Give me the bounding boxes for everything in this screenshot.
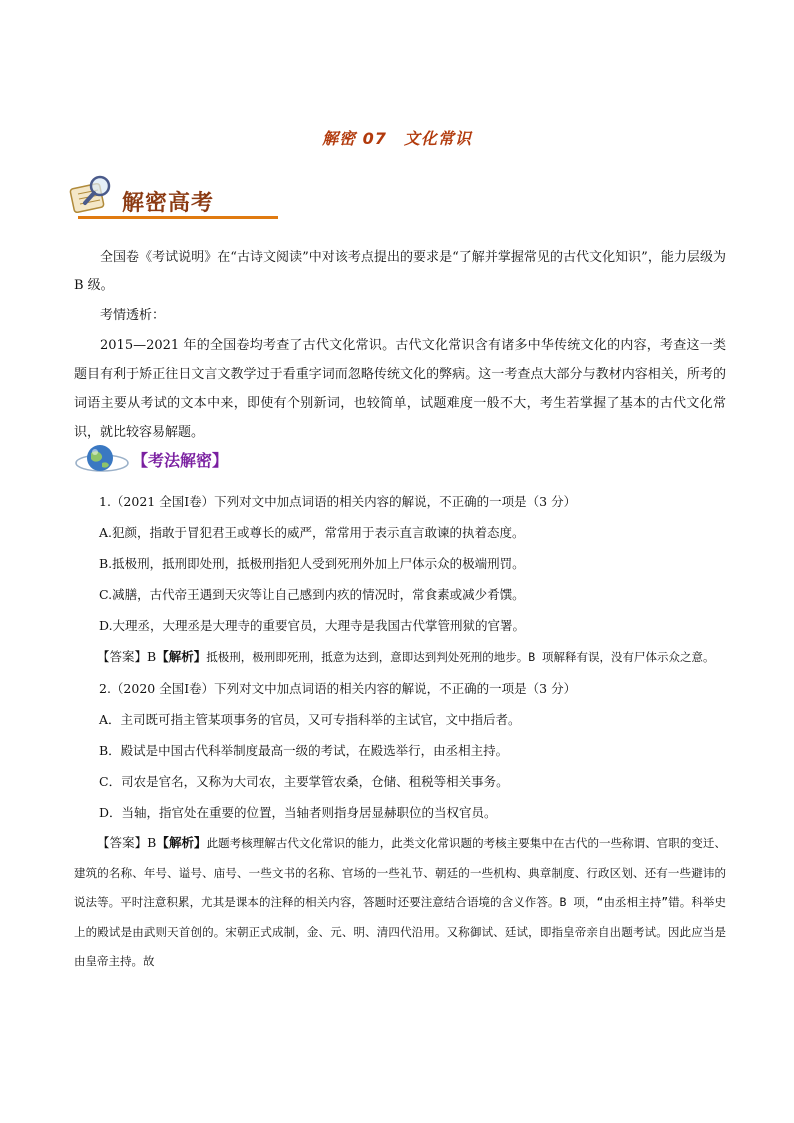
question-2-stem: 2.（2020 全国Ⅰ卷）下列对文中加点词语的相关内容的解说，不正确的一项是（3 分） [99,681,577,696]
banner-title: 解密高考 [122,191,215,216]
intro-section [74,244,726,300]
question-2-option-a: A．主司既可指主管某项事务的官员，又可专指科举的主试官，文中指后者。 [99,712,521,727]
sub-banner [74,441,334,477]
question-1-option-a: A.犯颜，指敢于冒犯君王或尊长的威严，常常用于表示直言敢谏的执着态度。 [99,525,525,540]
intro-paragraph: 全国卷《考试说明》在“古诗文阅读”中对该考点提出的要求是“了解并掌握常见的古代文化知识”，能力层级为 B 级。 [74,250,726,293]
section-banner [64,172,274,224]
answer-text: 抵极刑，极刑即死刑，抵意为达到，意即达到判处死刑的地步。B 项解释有误，没有尸体示众之意。 [206,650,715,664]
banner-underline [78,216,278,219]
answer-text: 此题考核理解古代文化常识的能力，此类文化常识题的考核主要集中在古代的一些称谓、官职的变迁、建筑的名称、年号、谥号、庙号、一些文书的名称、官场的一些礼节、朝廷的一些机构、典章制度、行政区划、还有一些避讳的说法等。平时注意积累，尤其是课本的注释的相关内容，答题时还要注意结合语境的含义作答。B 项，“由丞相主持”错。科举史上的殿试是由武则天首创的。宋朝正式成制，金、元、明、清四代沿用。又称御试、廷试，即指皇帝亲自出题考试。因此应当是由皇帝主持。故 [74,836,726,968]
question-1-option-c: C.减膳，古代帝王遇到天灾等让自己感到内疚的情况时，常食素或减少肴馔。 [99,587,525,602]
question-1-option-b: B.抵极刑，抵刑即处刑，抵极刑指犯人受到死刑外加上尸体示众的极端刑罚。 [99,556,525,571]
question-2-option-d: D．当轴，指官处在重要的位置，当轴者则指身居显赫职位的当权官员。 [99,805,497,820]
analysis-label: 考情透析： [100,308,166,323]
sub-banner-title: 【考法解密】 [132,451,229,470]
question-1-option-d: D.大理丞，大理丞是大理寺的重要官员，大理寺是我国古代掌管刑狱的官署。 [99,618,526,633]
analysis-tag: 【解析】 [156,835,207,850]
analysis-paragraph: 2015—2021 年的全国卷均考查了古代文化常识。古代文化常识含有诸多中华传统文化的内容，考查这一类题目有利于矫正往日文言文教学过于看重字词而忽略传统文化的弊病。这一考查点大部分与教材内容相关，所考的词语主要从考试的文本中来，即使有个别新词，也较简单，试题难度一般不大，考生若掌握了基本的古代文化常识，就比较容易解题。 [74,338,726,440]
question-1-answer [74,641,726,673]
analysis-section [74,301,726,447]
question-2-option-b: B．殿试是中国古代科举制度最高一级的考试，在殿选举行，由丞相主持。 [99,743,509,758]
answer-label: 【答案】B [97,835,157,850]
question-2-option-c: C．司农是官名，又称为大司农，主要掌管农桑，仓储、租税等相关事务。 [99,774,509,789]
question-2-answer [74,828,726,977]
question-1-stem: 1.（2021 全国Ⅰ卷）下列对文中加点词语的相关内容的解说，不正确的一项是（3 分） [99,494,577,509]
page-title: 解密 07 文化常识 [322,129,472,148]
question-list [74,486,726,977]
answer-label: 【答案】B [97,649,157,664]
analysis-tag: 【解析】 [156,649,207,664]
